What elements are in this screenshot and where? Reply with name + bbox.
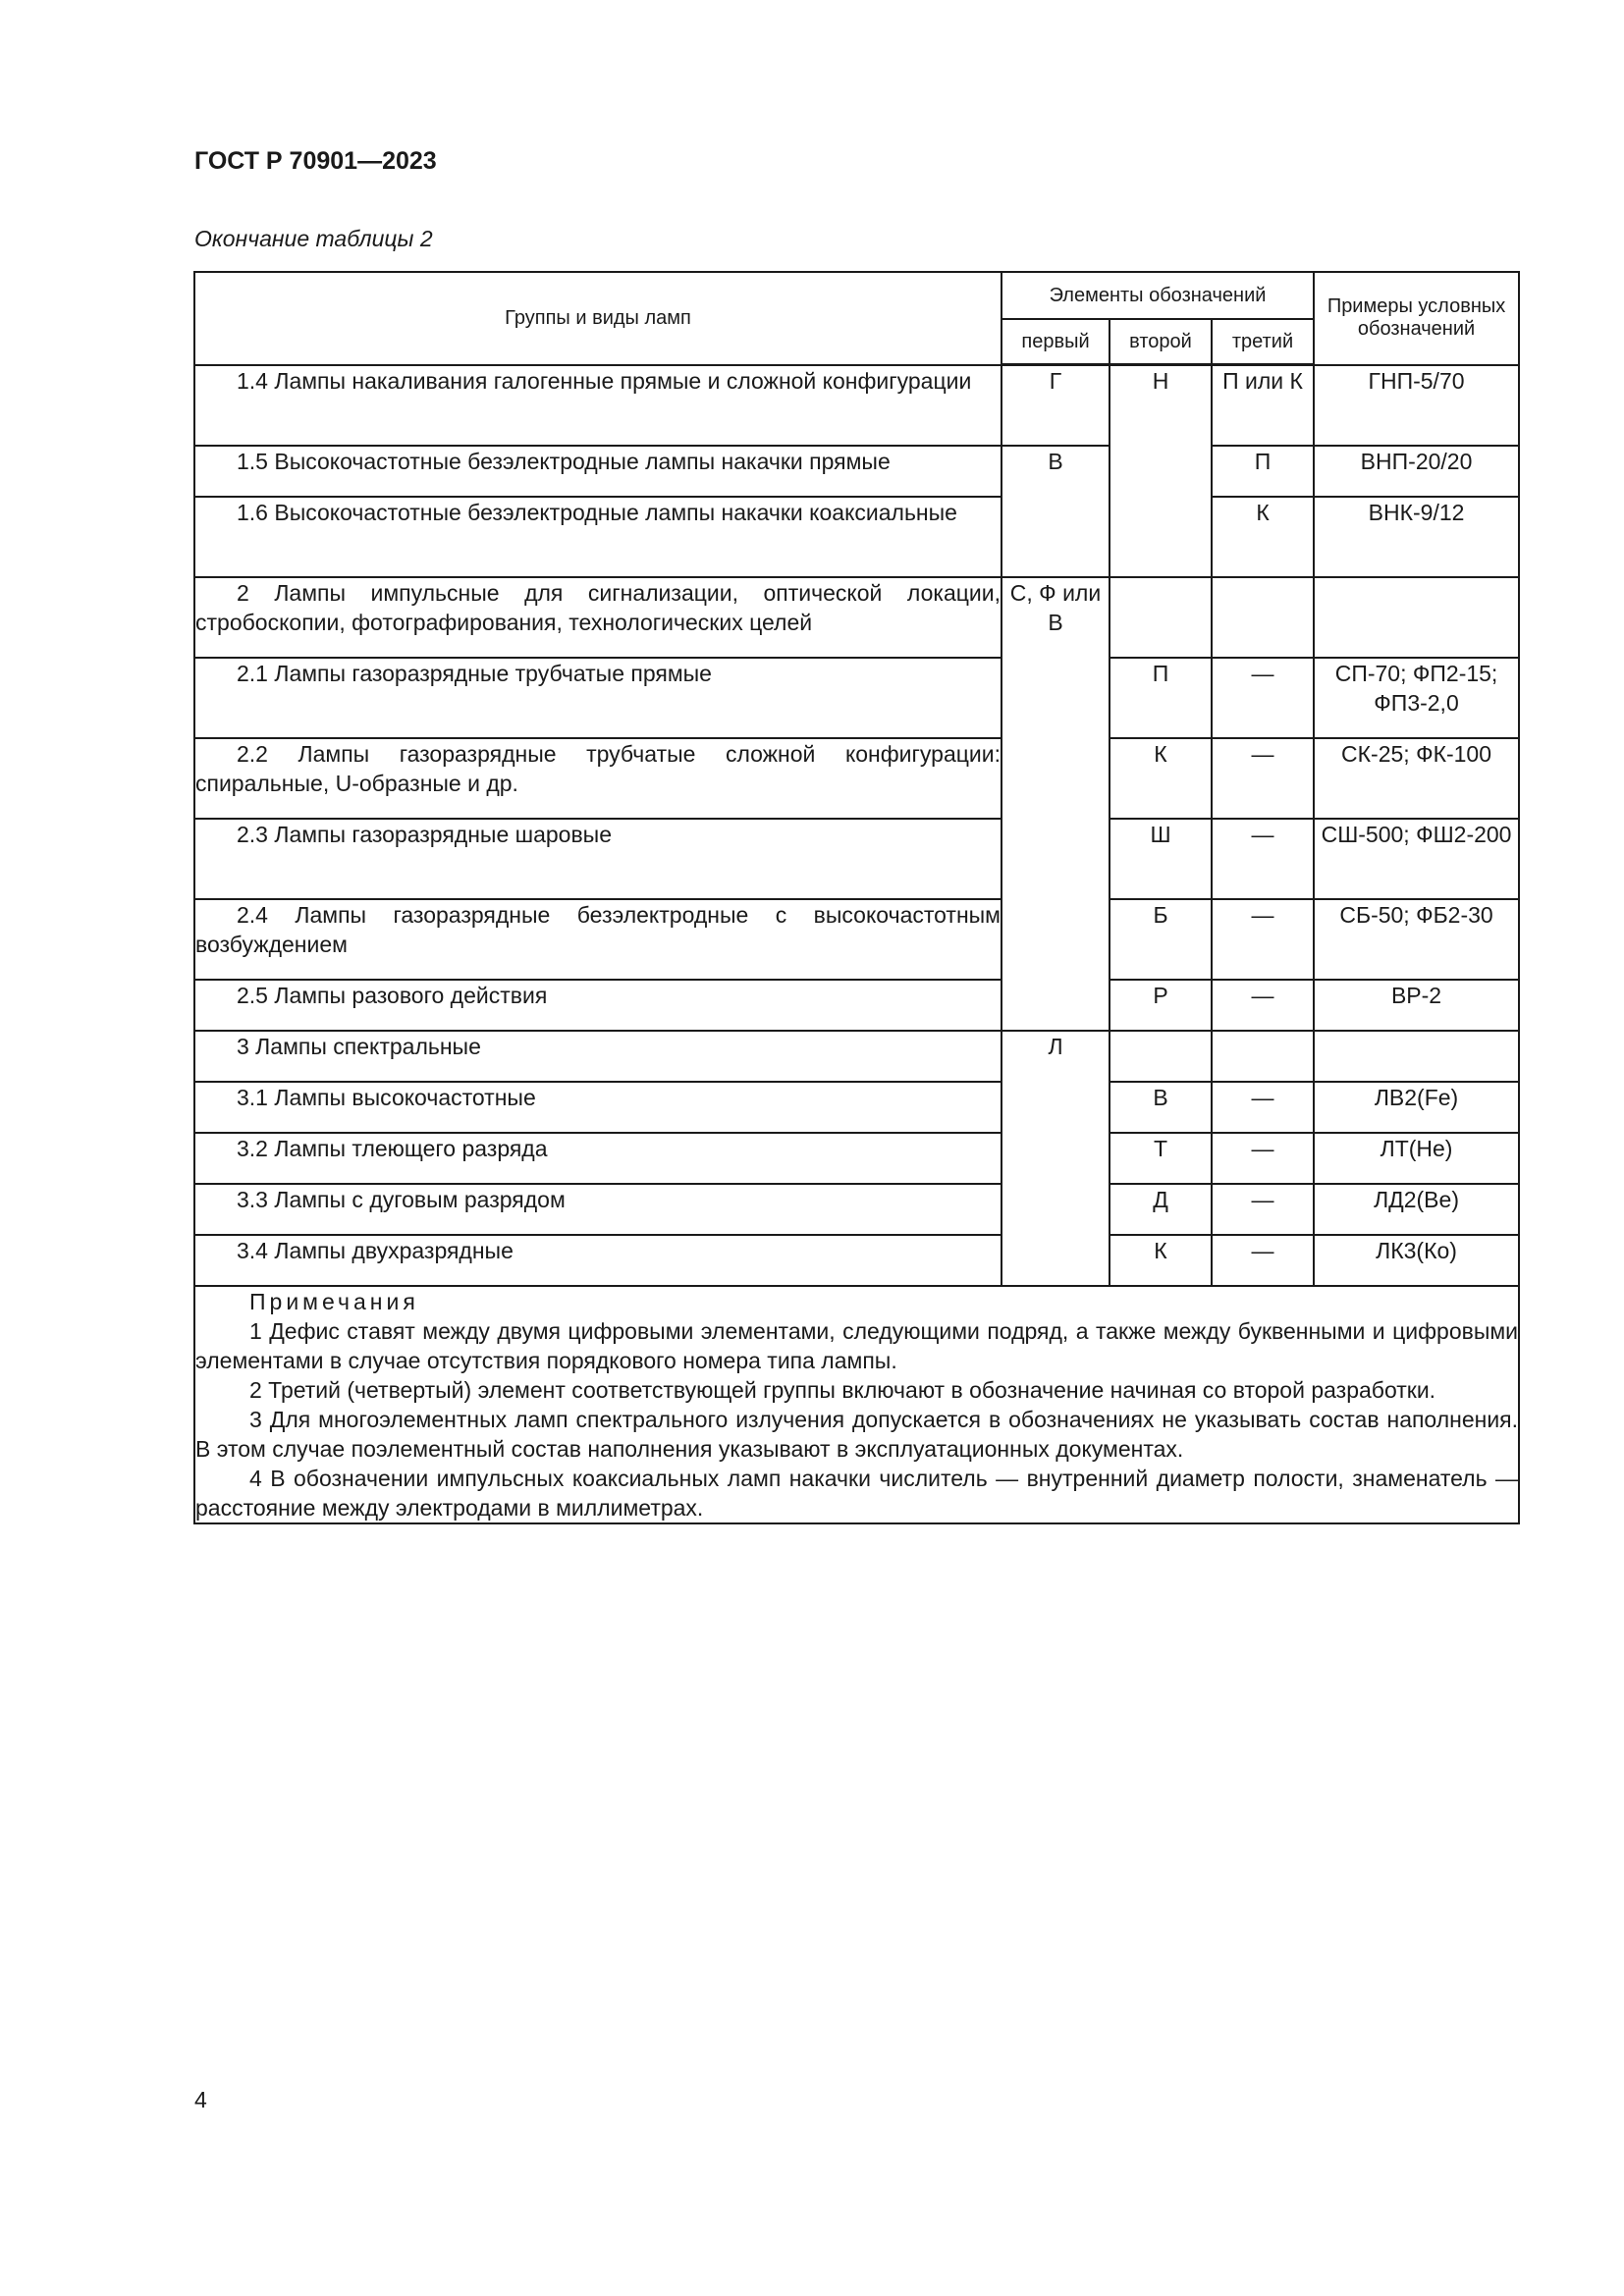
example-cell: СП-70; ФП2-15; ФП3-2,0 — [1314, 658, 1519, 738]
third-element-cell: П или К — [1212, 365, 1314, 447]
example-cell: ЛД2(Be) — [1314, 1184, 1519, 1235]
row-name: 2.1 Лампы газоразрядные трубчатые прямые — [237, 661, 712, 686]
third-element-cell: — — [1212, 1184, 1314, 1235]
header-second: второй — [1110, 319, 1212, 365]
third-element-cell: — — [1212, 980, 1314, 1031]
second-element-cell: Ш — [1110, 819, 1212, 899]
lamp-designation-table — [193, 271, 1520, 1524]
row-name: 3.2 Лампы тлеющего разряда — [237, 1136, 548, 1161]
third-element-cell: — — [1212, 1133, 1314, 1184]
example-cell: СШ-500; ФШ2-200 — [1314, 819, 1519, 899]
second-element-cell: П — [1110, 658, 1212, 738]
row-name: 3.1 Лампы высокочастотные — [237, 1085, 536, 1110]
third-element-cell: П — [1212, 446, 1314, 497]
table-row — [194, 1031, 1519, 1082]
page-number: 4 — [194, 2087, 207, 2112]
first-element-cell: Л — [1001, 1031, 1110, 1286]
second-element-cell — [1110, 1031, 1212, 1082]
row-name: 1.6 Высокочастотные безэлектродные лампы накачки коаксиальные — [237, 500, 957, 525]
example-cell: ВР-2 — [1314, 980, 1519, 1031]
table-caption: Окончание таблицы 2 — [194, 226, 433, 251]
example-cell: ГНП-5/70 — [1314, 365, 1519, 447]
third-element-cell — [1212, 1031, 1314, 1082]
third-element-cell — [1212, 577, 1314, 658]
header-examples: Примеры условных обозначений — [1314, 272, 1519, 365]
row-name: 2.5 Лампы разового действия — [237, 983, 548, 1008]
note-item: 2 Третий (четвертый) элемент соответствующей группы включают в обозначение начиная со второй разработки. — [249, 1377, 1436, 1403]
table-row — [194, 658, 1519, 738]
example-cell: СК-25; ФК-100 — [1314, 738, 1519, 819]
table-row — [194, 980, 1519, 1031]
third-element-cell: — — [1212, 738, 1314, 819]
table-row — [194, 497, 1519, 577]
example-cell — [1314, 1031, 1519, 1082]
second-element-cell — [1110, 577, 1212, 658]
third-element-cell: — — [1212, 1235, 1314, 1286]
first-element-cell: В — [1001, 446, 1110, 577]
row-name: 2.3 Лампы газоразрядные шаровые — [237, 822, 612, 847]
table-row — [194, 446, 1519, 497]
notes-cell — [194, 1286, 1519, 1523]
first-element-cell: С, Ф или В — [1001, 577, 1110, 1031]
document-code: ГОСТ Р 70901—2023 — [194, 147, 437, 175]
header-first: первый — [1001, 319, 1110, 365]
example-cell: ЛВ2(Fe) — [1314, 1082, 1519, 1133]
example-cell: ЛК3(Ко) — [1314, 1235, 1519, 1286]
header-groups: Группы и виды ламп — [194, 272, 1001, 365]
row-name: 2.2 Лампы газоразрядные трубчатые сложной конфигурации: спиральные, U-образные и др. — [195, 741, 1001, 796]
row-name: 1.5 Высокочастотные безэлектродные лампы накачки прямые — [237, 449, 891, 474]
third-element-cell: — — [1212, 658, 1314, 738]
row-name: 2 Лампы импульсные для сигнализации, оптической локации, стробоскопии, фотографирования, технологических целей — [195, 580, 1001, 635]
second-element-cell: Б — [1110, 899, 1212, 980]
row-name: 3.3 Лампы с дуговым разрядом — [237, 1187, 566, 1212]
table-row — [194, 1133, 1519, 1184]
notes-title: Примечания — [249, 1289, 419, 1314]
third-element-cell: — — [1212, 819, 1314, 899]
second-element-cell: Н — [1110, 365, 1212, 578]
row-name: 2.4 Лампы газоразрядные безэлектродные с высокочастотным возбуждением — [195, 902, 1001, 957]
third-element-cell: — — [1212, 1082, 1314, 1133]
row-name: 3 Лампы спектральные — [237, 1034, 481, 1059]
note-item: 4 В обозначении импульсных коаксиальных ламп накачки числитель — внутренний диаметр полости, знаменатель — расстояние между электродами в миллиметрах. — [195, 1466, 1519, 1521]
example-cell: ВНП-20/20 — [1314, 446, 1519, 497]
second-element-cell: Т — [1110, 1133, 1212, 1184]
header-elements: Элементы обозначений — [1001, 272, 1314, 319]
table-row — [194, 365, 1519, 447]
second-element-cell: Д — [1110, 1184, 1212, 1235]
note-item: 1 Дефис ставят между двумя цифровыми элементами, следующими подряд, а также между буквенными и цифровыми элементами в случае отсутствия порядкового номера типа лампы. — [195, 1318, 1519, 1373]
example-cell — [1314, 577, 1519, 658]
second-element-cell: В — [1110, 1082, 1212, 1133]
example-cell: ВНК-9/12 — [1314, 497, 1519, 577]
example-cell: ЛТ(Не) — [1314, 1133, 1519, 1184]
row-name: 3.4 Лампы двухразрядные — [237, 1238, 514, 1263]
notes-row — [194, 1286, 1519, 1523]
table-row — [194, 1082, 1519, 1133]
third-element-cell: К — [1212, 497, 1314, 577]
table-row — [194, 738, 1519, 819]
table-row — [194, 819, 1519, 899]
second-element-cell: К — [1110, 1235, 1212, 1286]
header-third: третий — [1212, 319, 1314, 365]
example-cell: СБ-50; ФБ2-30 — [1314, 899, 1519, 980]
row-name: 1.4 Лампы накаливания галогенные прямые и сложной конфигурации — [237, 367, 972, 394]
note-item: 3 Для многоэлементных ламп спектрального излучения допускается в обозначениях не указывать состав наполнения. В этом случае поэлементный состав наполнения указывают в эксплуатационных документах. — [195, 1407, 1519, 1462]
table-row — [194, 577, 1519, 658]
third-element-cell: — — [1212, 899, 1314, 980]
first-element-cell: Г — [1001, 365, 1110, 447]
table-row — [194, 899, 1519, 980]
table-row — [194, 1184, 1519, 1235]
table-row — [194, 1235, 1519, 1286]
second-element-cell: Р — [1110, 980, 1212, 1031]
second-element-cell: К — [1110, 738, 1212, 819]
